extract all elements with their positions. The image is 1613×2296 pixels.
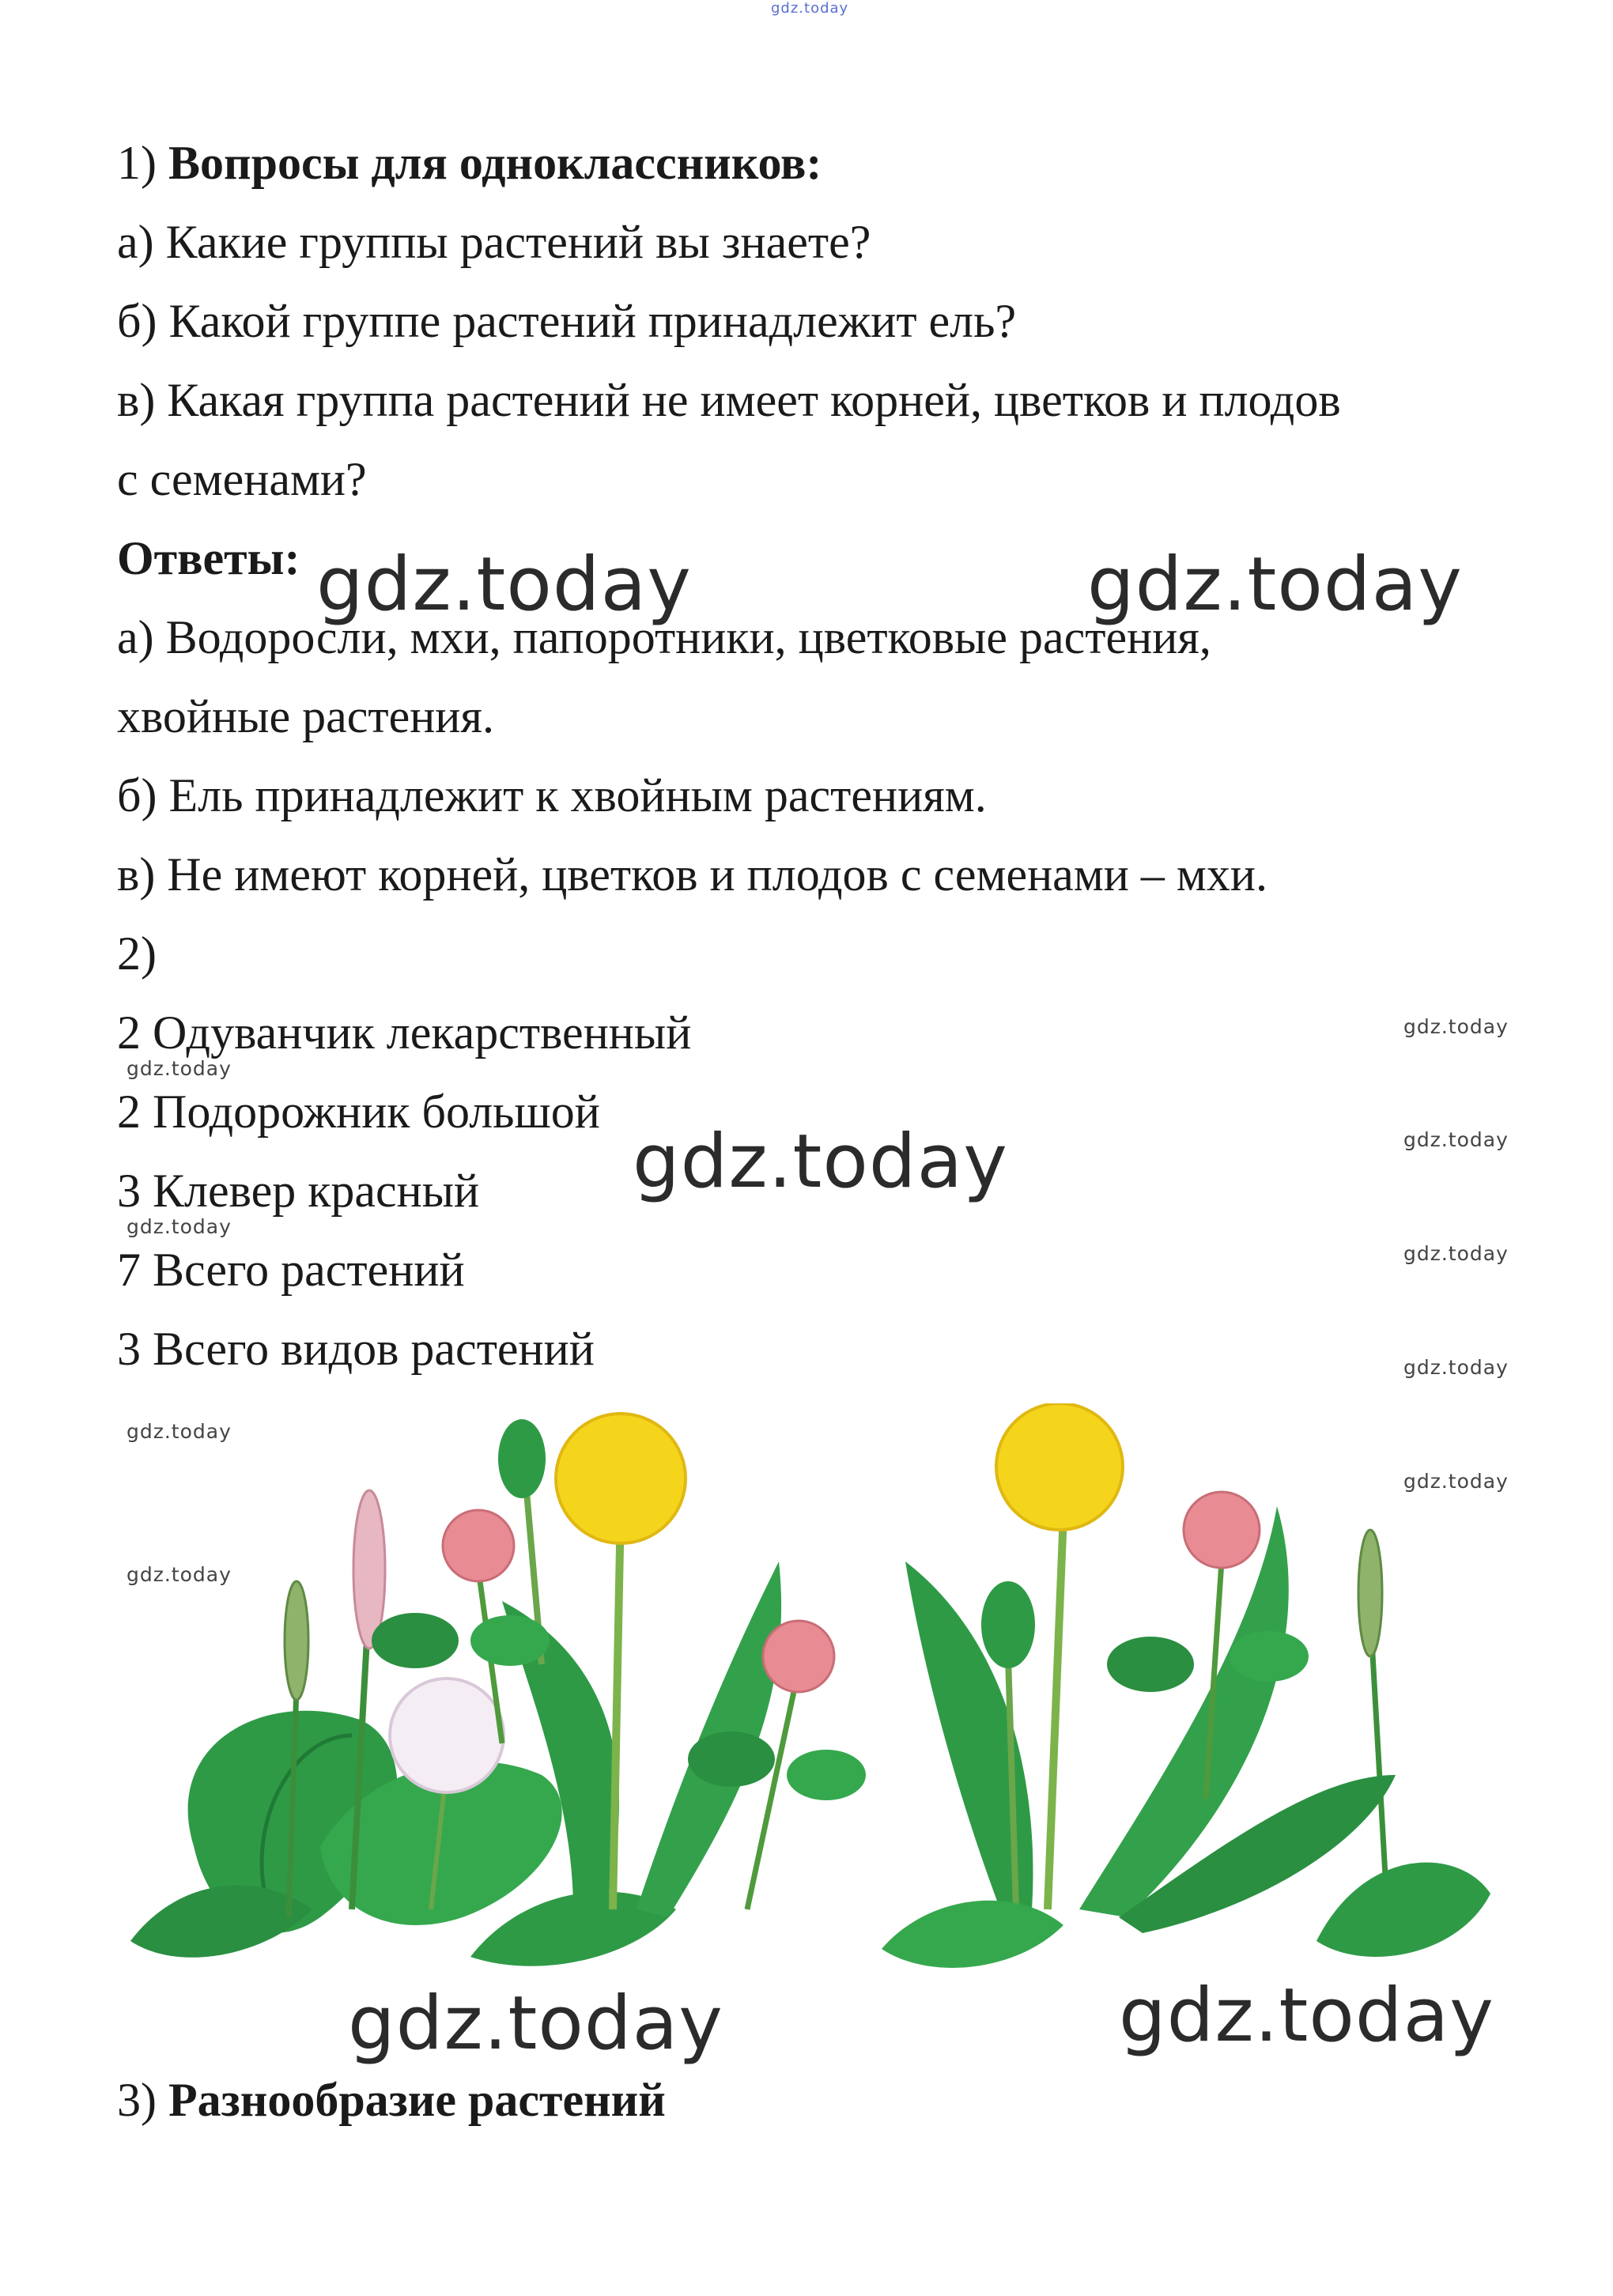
answer-a-line2: хвойные растения. [117,690,495,742]
watermark-big: gdz.today [1119,1973,1494,2059]
plants-illustration [130,1403,1498,1996]
watermark-small: gdz.today [127,1057,232,1080]
watermark-small: gdz.today [1403,1015,1509,1038]
watermark-big: gdz.today [348,1981,723,2067]
watermark-small: gdz.today [1403,1242,1509,1265]
count-row-plantain: 2 Подорожник большой [117,1086,600,1138]
question-c-line1: в) Какая группа растений не имеет корней, цветков и плодов [117,374,1341,426]
watermark-big: gdz.today [633,1119,1008,1205]
question-b: б) Какой группе растений принадлежит ель? [117,295,1017,347]
watermark-big: gdz.today [1087,542,1463,628]
section3-heading [117,2071,666,2128]
watermark-small: gdz.today [127,1215,232,1238]
question-a: а) Какие группы растений вы знаете? [117,216,871,268]
section1-number: 1) [117,137,157,189]
section3-title: Разнообразие растений [168,2074,666,2126]
section1-heading [117,134,822,191]
watermark-big: gdz.today [316,542,692,628]
section1-title: Вопросы для одноклассников: [168,137,822,189]
question-c-line2: с семенами? [117,453,367,505]
section3-number: 3) [117,2074,157,2126]
watermark-small: gdz.today [1403,1356,1509,1379]
watermark-small: gdz.today [127,1563,232,1586]
count-row-total-species: 3 Всего видов растений [117,1323,595,1375]
section2-number: 2) [117,927,157,980]
count-row-clover: 3 Клевер красный [117,1165,480,1217]
answer-b: б) Ель принадлежит к хвойным растениям. [117,769,987,821]
watermark-small: gdz.today [127,1420,232,1443]
answer-c: в) Не имеют корней, цветков и плодов с семенами – мхи. [117,848,1267,901]
watermark-small: gdz.today [1403,1470,1509,1493]
count-row-total-plants: 7 Всего растений [117,1244,465,1296]
answers-title: Ответы: [117,532,300,584]
answer-a-line1: а) Водоросли, мхи, папоротники, цветковые растения, [117,611,1211,663]
count-row-dandelion: 2 Одуванчик лекарственный [117,1006,692,1059]
header-watermark: gdz.today [771,0,849,17]
watermark-small: gdz.today [1403,1128,1509,1151]
